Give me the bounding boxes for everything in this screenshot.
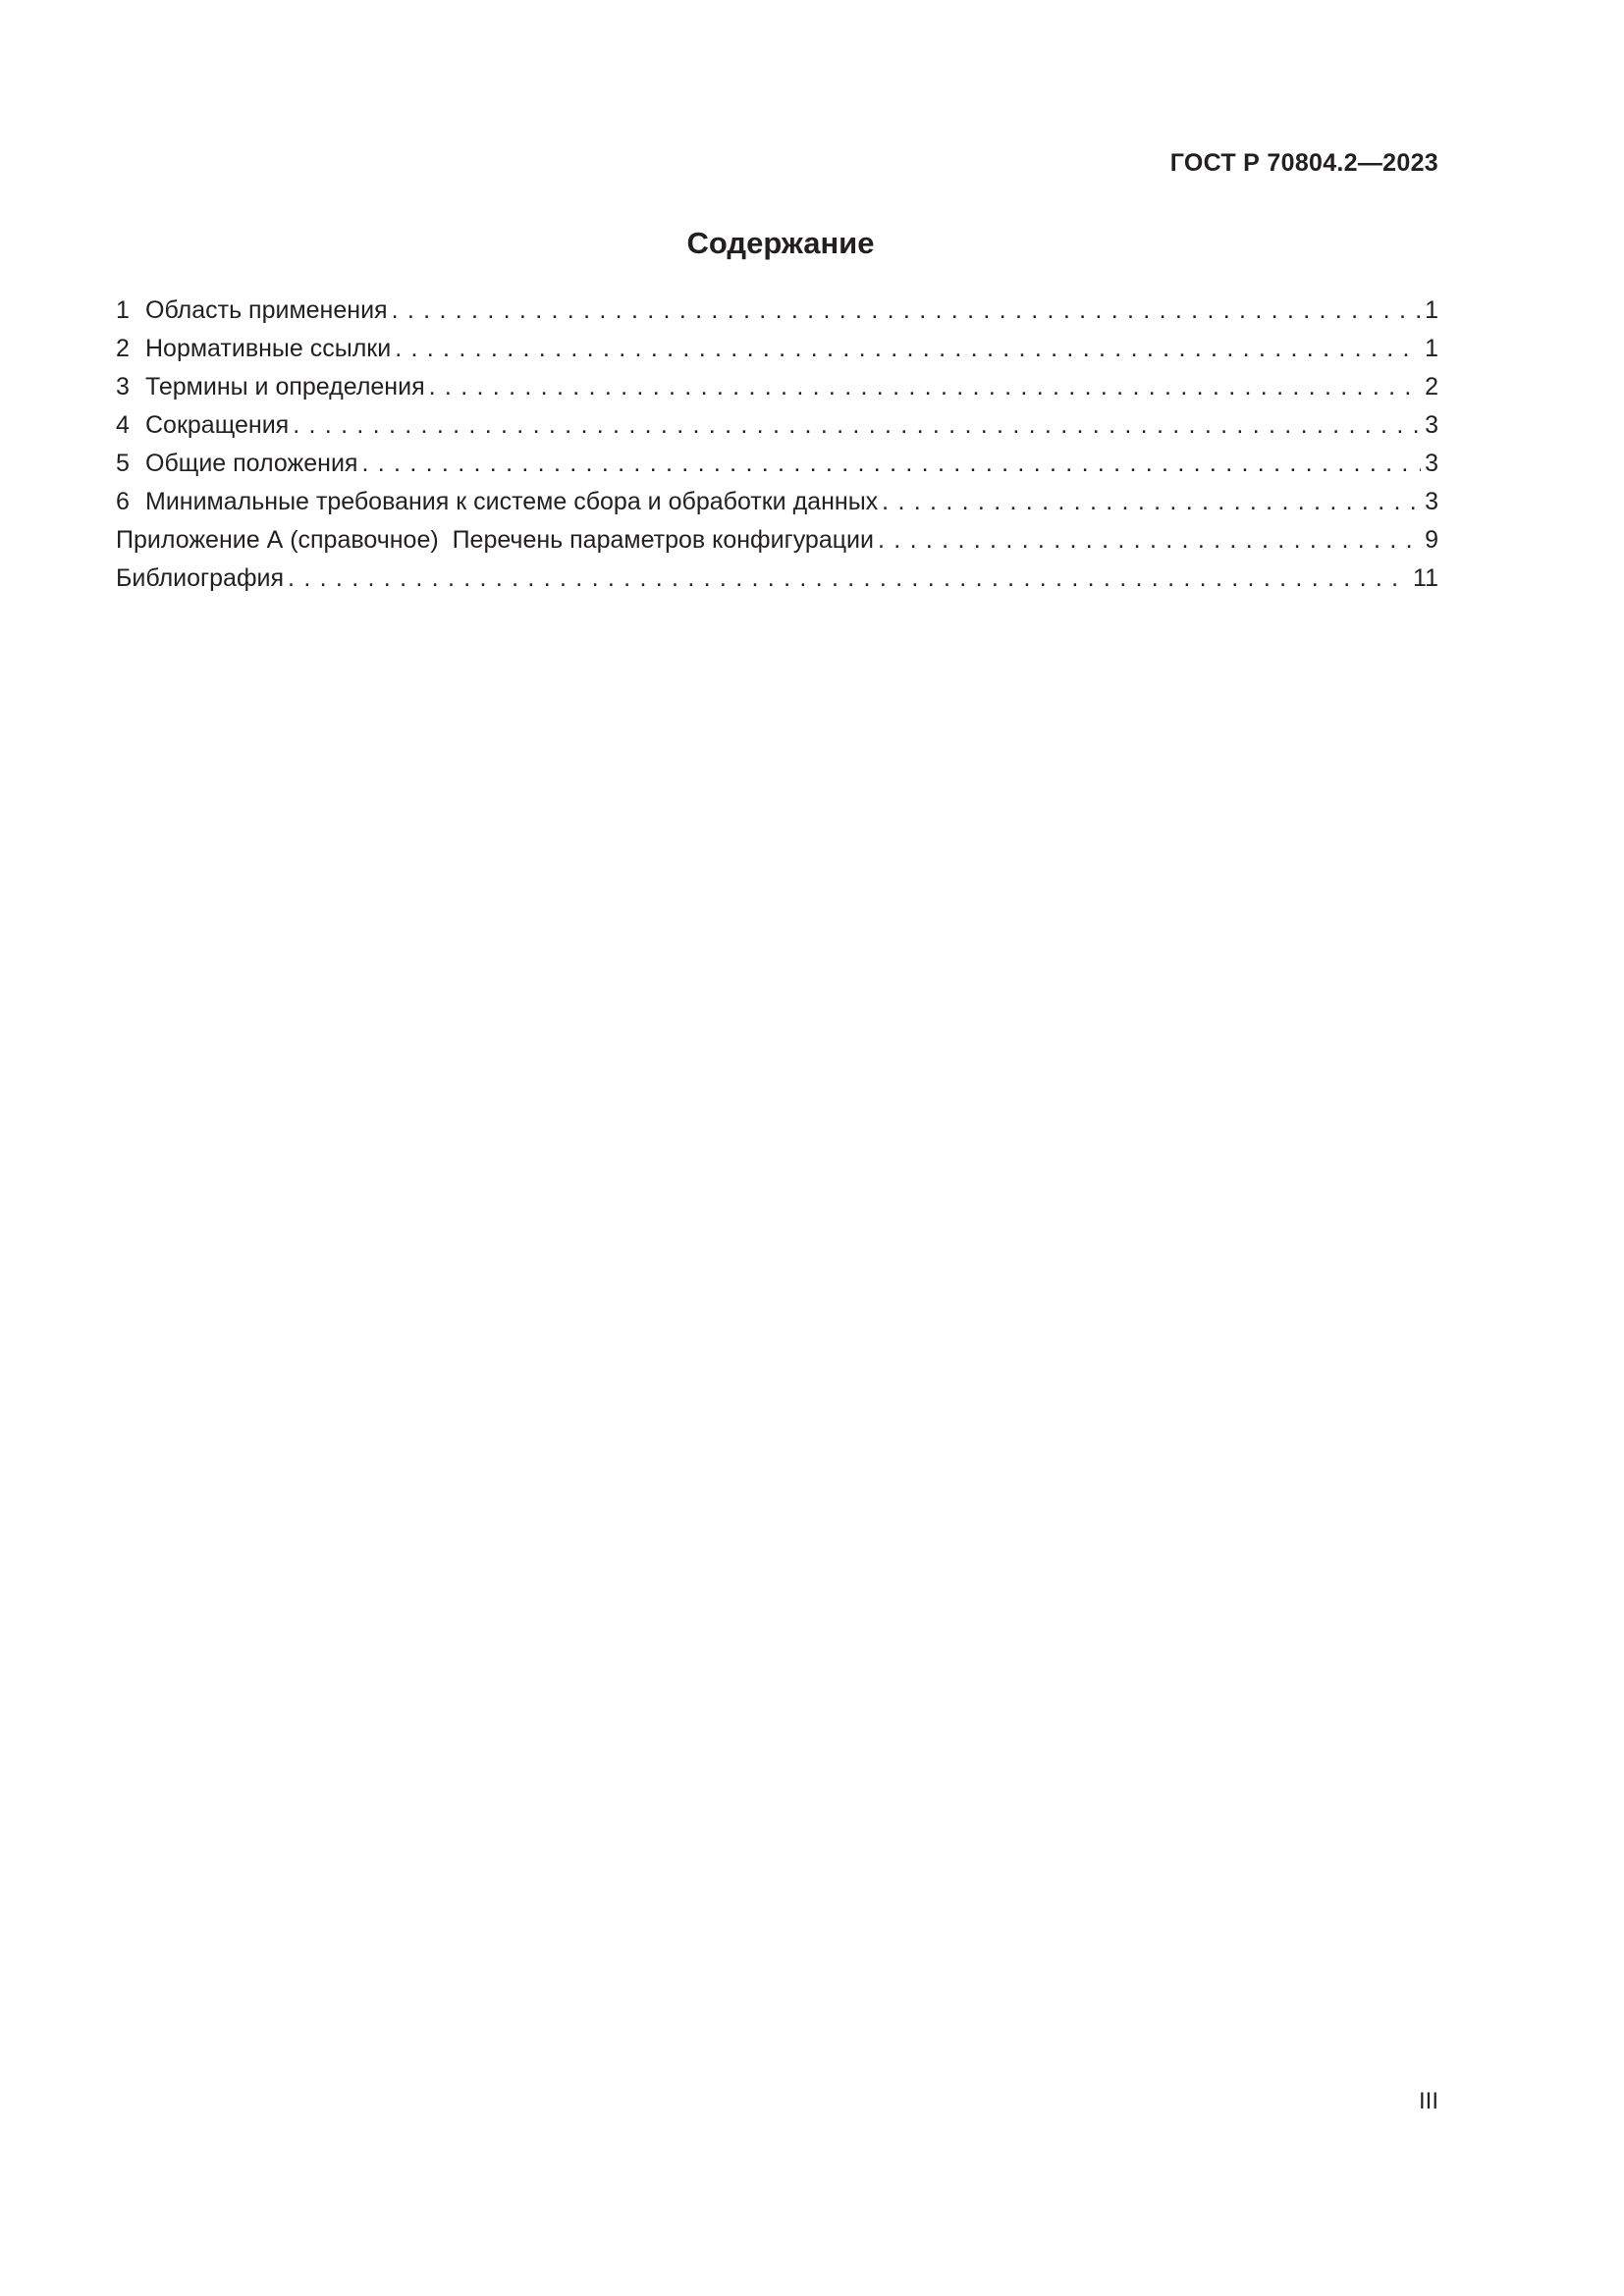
toc-entry-page: 9	[1425, 526, 1438, 554]
toc-leader-dots	[392, 292, 1422, 330]
toc-entry-number: 3	[116, 373, 130, 400]
toc-entry-title: Приложение А (справочное) Перечень параметров конфигурации	[116, 526, 874, 554]
toc-title: Содержание	[686, 226, 875, 260]
page-number: III	[1418, 2088, 1438, 2114]
table-of-contents	[116, 292, 1438, 598]
toc-entry-appendix[interactable]	[116, 521, 1438, 560]
toc-leader-dots	[288, 560, 1409, 598]
toc-entry[interactable]	[116, 368, 1438, 406]
toc-entry-title: Минимальные требования к системе сбора и обработки данных	[145, 488, 879, 515]
toc-entry-page: 3	[1425, 488, 1438, 515]
toc-entry-title: Общие положения	[145, 450, 358, 477]
toc-leader-dots	[361, 445, 1421, 483]
toc-entry-title: Сокращения	[145, 411, 290, 439]
toc-leader-dots	[878, 521, 1421, 560]
toc-entry[interactable]	[116, 483, 1438, 521]
toc-entry-bibliography[interactable]	[116, 560, 1438, 598]
toc-entry[interactable]	[116, 445, 1438, 483]
toc-entry-title: Область применения	[145, 296, 388, 324]
toc-entry-page: 3	[1425, 411, 1438, 439]
toc-entry-page: 1	[1425, 335, 1438, 362]
toc-entry-title: Термины и определения	[145, 373, 425, 400]
toc-entry-page: 3	[1425, 450, 1438, 477]
toc-entry-number: 2	[116, 335, 130, 362]
toc-entry[interactable]	[116, 330, 1438, 368]
toc-leader-dots	[429, 368, 1421, 406]
toc-entry-title: Нормативные ссылки	[145, 335, 392, 362]
toc-leader-dots	[882, 483, 1421, 521]
toc-entry-number: 6	[116, 488, 130, 515]
toc-entry-page: 2	[1425, 373, 1438, 400]
toc-entry-page: 11	[1413, 564, 1438, 592]
toc-entry-number: 1	[116, 296, 130, 324]
toc-entry[interactable]	[116, 406, 1438, 445]
toc-entry-page: 1	[1425, 296, 1438, 324]
toc-entry-number: 4	[116, 411, 130, 439]
toc-entry-number: 5	[116, 450, 130, 477]
document-code: ГОСТ Р 70804.2—2023	[1169, 149, 1438, 177]
toc-leader-dots	[293, 406, 1421, 445]
toc-entry-title: Библиография	[116, 564, 285, 592]
toc-leader-dots	[395, 330, 1421, 368]
toc-entry[interactable]	[116, 292, 1438, 330]
